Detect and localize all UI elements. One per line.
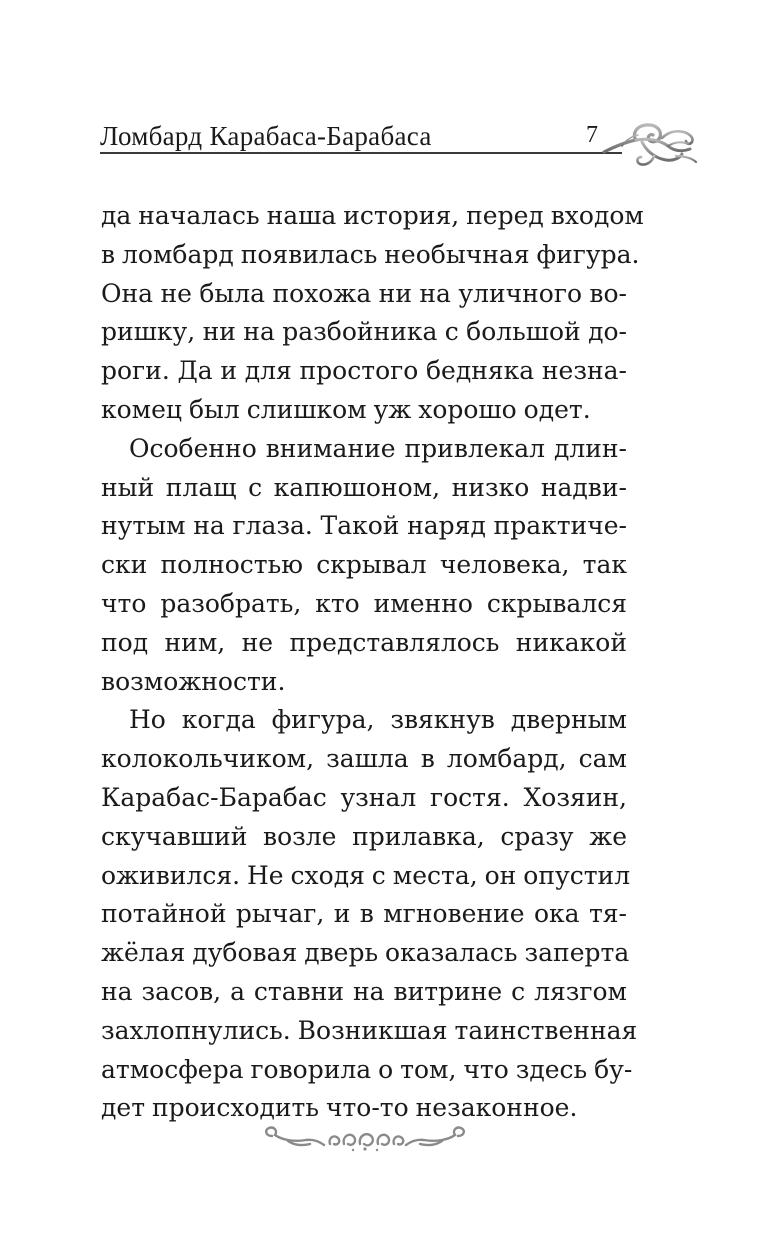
body-text xyxy=(101,197,644,1128)
text-line: комец был слишком уж хорошо одет. xyxy=(101,394,591,424)
text-line: Она не была похожа ни на уличного во- xyxy=(101,278,627,308)
running-header xyxy=(100,118,700,170)
text-line: в ломбард появилась необычная фигура. xyxy=(101,239,640,269)
text-line: ски полностью скрывал человека, так xyxy=(101,550,627,580)
text-line: жёлая дубовая дверь оказалась заперта xyxy=(101,938,630,968)
header-title: Ломбард Карабаса-Барабаса xyxy=(100,121,432,151)
text-line: потайной рычаг, и в мгновение ока тя- xyxy=(101,899,627,929)
text-line: под ним, не представлялось никакой xyxy=(101,627,627,657)
text-line: дет происходить что-то незаконное. xyxy=(101,1093,578,1123)
text-line: что разобрать, кто именно скрывался xyxy=(101,588,627,618)
acanthus-scroll-ornament-icon xyxy=(602,116,700,170)
text-line: на засов, а ставни на витрине с лязгом xyxy=(101,976,627,1006)
text-line: оживился. Не сходя с места, он опустил xyxy=(101,860,631,890)
header-rule xyxy=(100,152,622,154)
text-line: атмосфера говорила о том, что здесь бу- xyxy=(101,1054,633,1084)
text-line: да началась наша история, перед входом xyxy=(101,201,644,230)
swirl-divider-ornament-icon xyxy=(258,1118,472,1158)
text-line: колокольчиком, зашла в ломбард, сам xyxy=(101,744,627,774)
text-line: Но когда фигура, звякнув дверным xyxy=(129,705,627,735)
paragraph-2 xyxy=(101,430,627,702)
text-line: захлопнулись. Возникшая таинственная xyxy=(101,1015,638,1045)
paragraph-1 xyxy=(101,197,644,430)
text-line: ришку, ни на разбойника с большой до- xyxy=(101,317,627,347)
paragraph-3 xyxy=(101,701,638,1128)
text-line: ный плащ с капюшоном, низко надви- xyxy=(101,472,627,502)
text-line: роги. Да и для простого бедняка незна- xyxy=(101,356,627,386)
text-line: Особенно внимание привлекал длин- xyxy=(129,433,627,463)
text-line: скучавший возле прилавка, сразу же xyxy=(101,821,627,851)
text-line: Карабас-Барабас узнал гостя. Хозяин, xyxy=(101,782,627,812)
page-number: 7 xyxy=(586,122,598,148)
text-line: нутым на глаза. Такой наряд практиче- xyxy=(101,511,627,541)
text-line: возможности. xyxy=(101,666,286,696)
